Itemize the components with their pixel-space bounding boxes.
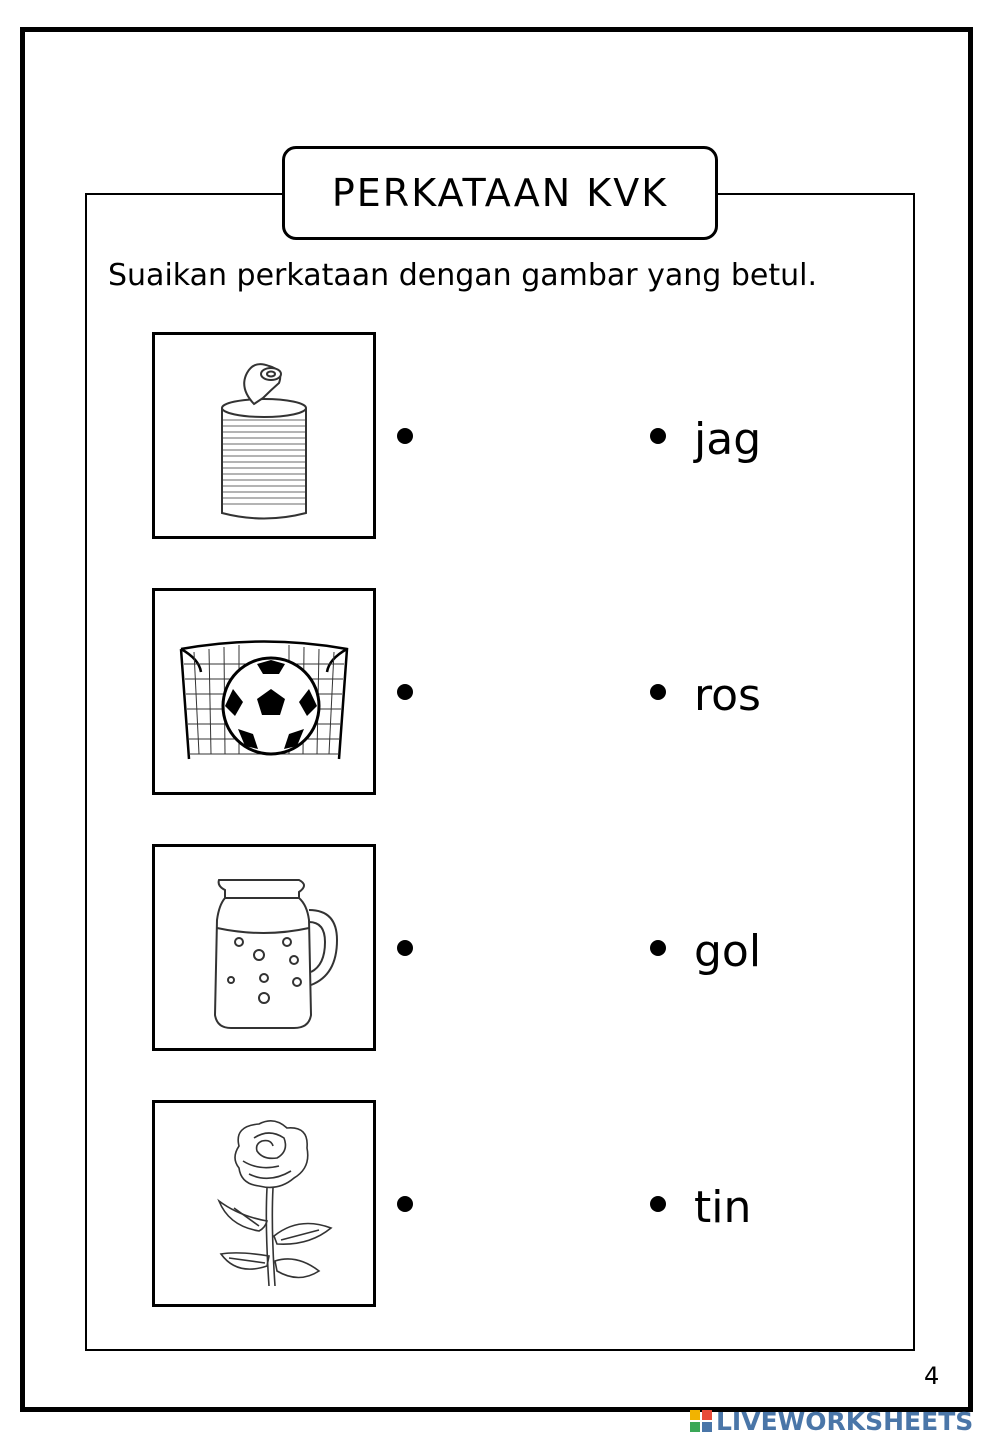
picture-dot-4[interactable]: [397, 1196, 413, 1212]
worksheet-title: PERKATAAN KVK: [331, 171, 669, 215]
picture-box-2: [152, 588, 376, 795]
picture-dot-2[interactable]: [397, 684, 413, 700]
picture-box-3: [152, 844, 376, 1051]
picture-box-1: [152, 332, 376, 539]
word-dot-2[interactable]: [650, 684, 666, 700]
page-number: 4: [924, 1362, 940, 1390]
word-1: jag: [694, 414, 762, 465]
picture-box-4: [152, 1100, 376, 1307]
watermark-text: LIVEWORKSHEETS: [716, 1406, 974, 1436]
picture-dot-3[interactable]: [397, 940, 413, 956]
word-2: ros: [694, 670, 761, 721]
word-4: tin: [694, 1182, 752, 1233]
word-dot-4[interactable]: [650, 1196, 666, 1212]
soccer-goal-icon: [159, 594, 369, 789]
liveworksheets-logo-icon: [690, 1410, 712, 1432]
word-3: gol: [694, 926, 762, 977]
word-dot-3[interactable]: [650, 940, 666, 956]
rose-icon: [159, 1106, 369, 1301]
jug-icon: [159, 850, 369, 1045]
word-dot-1[interactable]: [650, 428, 666, 444]
tin-can-icon: [159, 338, 369, 533]
watermark: [690, 1402, 990, 1440]
instruction-text: Suaikan perkataan dengan gambar yang betul.: [108, 258, 818, 293]
title-box: [282, 146, 718, 240]
picture-dot-1[interactable]: [397, 428, 413, 444]
